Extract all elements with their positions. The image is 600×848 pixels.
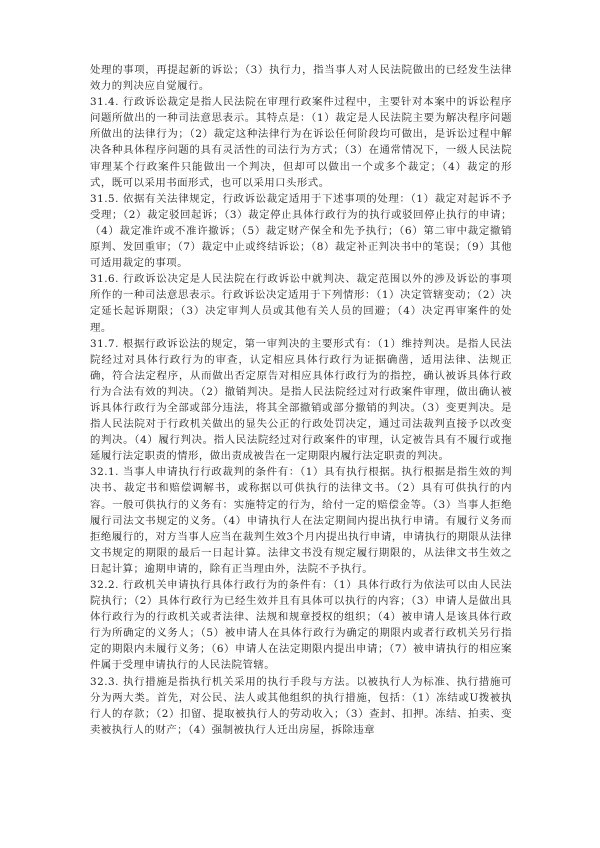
paragraph-31-7: 31.7. 根据行政诉讼法的规定，第一审判决的主要形式有：（1）维持判决。是指人民法院经过对具体行政行为的审查，认定相应具体行政行为证据确凿，适用法律、法规正确，符合法定程序，从而做出否定原告对相应具体行政行为的指控，确认被诉具体行政行为合法有效的判决。（2）撤销判决。是指人民法院经过对行政案件审理，做出确认被诉具体行政行为全部或部分违法，将其全部撤销或部分撤销的判决。（3）变更判决。是指人民法院对于行政机关做出的显失公正的行政处罚决定，通过司法裁判直接予以改变的判决。（4）履行判决。指人民法院经过对行政案件的审理，认定被告具有不履行或拖延履行法定职责的情形，做出责成被告在一定期限内履行法定职责的判决。 <box>90 337 512 463</box>
paragraph-intro-continuation: 处理的事项，再提起新的诉讼；（3）执行力，指当事人对人民法院做出的已经发生法律效力的判决应自觉履行。 <box>90 64 512 93</box>
paragraph-31-6: 31.6. 行政诉讼决定是人民法院在行政诉讼中就判决、裁定范围以外的涉及诉讼的事项所作的一种司法意思表示。行政诉讼决定适用于下列情形：（1）决定管辖变动；（2）决定延长起诉期限；（3）决定审判人员或其他有关人员的回避；（4）决定再审案件的处理。 <box>90 273 512 334</box>
paragraph-31-5: 31.5. 依据有关法律规定，行政诉讼裁定适用于下述事项的处理：（1）裁定对起诉不予受理；（2）裁定驳回起诉；（3）裁定停止具体行政行为的执行或驳回停止执行的申请；（4）裁定准许或不准许撤诉；（5）裁定财产保全和先予执行；（6）第二审中裁定撤销原判、发回重审；（7）裁定中止或终结诉讼；（8）裁定补正判决书中的笔误；（9）其他可适用裁定的事项。 <box>90 192 512 270</box>
paragraph-31-4: 31.4. 行政诉讼裁定是指人民法院在审理行政案件过程中，主要针对本案中的诉讼程序问题所做出的一种司法意思表示。其特点是：（1）裁定是人民法院主要为解决程序问题所做出的法律行为；（2）裁定这种法律行为在诉讼任何阶段均可做出，是诉讼过程中解决各种具体程序问题的具有灵活性的司法行为方式；（3）在通常情况下，一级人民法院审理某个行政案件只能做出一个判决，但却可以做出一个或多个裁定；（4）裁定的形式，既可以采用书面形式，也可以采用口头形式。 <box>90 96 512 189</box>
paragraph-32-2: 32.2. 行政机关申请执行具体行政行为的条件有：（1）具体行政行为依法可以由人民法院执行；（2）具体行政行为已经生效并且有具体可以执行的内容；（3）申请人是做出具体行政行为的行政机关或者法律、法规和规章授权的组织；（4）被申请人是该具体行政行为所确定的义务人；（5）被申请人在具体行政行为确定的期限内或者行政机关另行指定的期限内未履行义务；（6）申请人在法定期限内提出申请；（7）被申请执行的相应案件属于受理申请执行的人民法院管辖。 <box>90 579 512 672</box>
paragraph-32-3: 32.3. 执行措施是指执行机关采用的执行手段与方法。以被执行人为标准、执行措施可分为两大类。首先，对公民、法人或其他组织的执行措施，包括：（1）冻结或U拨被执行人的存款；（2）扣留、提取被执行人的劳动收入；（3）查封、扣押。冻结、拍卖、变卖被执行人的财产；（4）强制被执行人迁出房屋，拆除违章 <box>90 675 512 736</box>
paragraph-32-1: 32.1. 当事人申请执行行政裁判的条件有：（1）具有执行根据。执行根据是指生效的判决书、裁定书和赔偿调解书，或称据以可供执行的法律文书。（2）具有可供执行的内容。一般可供执行的义务有：实施特定的行为，给付一定的赔偿金等。（3）当事人拒绝履行司法文书规定的义务。（4）申请执行人在法定期间内提出执行申请。有履行义务而拒绝履行的，对方当事人应当在裁判生效3个月内提出执行申请，申请执行的期限从法律文书规定的期限的最后一日起计算。法律文书没有规定履行期限的，从法律文书生效之日起计算；逾期申请的，除有正当理由外，法院不予执行。 <box>90 466 512 575</box>
